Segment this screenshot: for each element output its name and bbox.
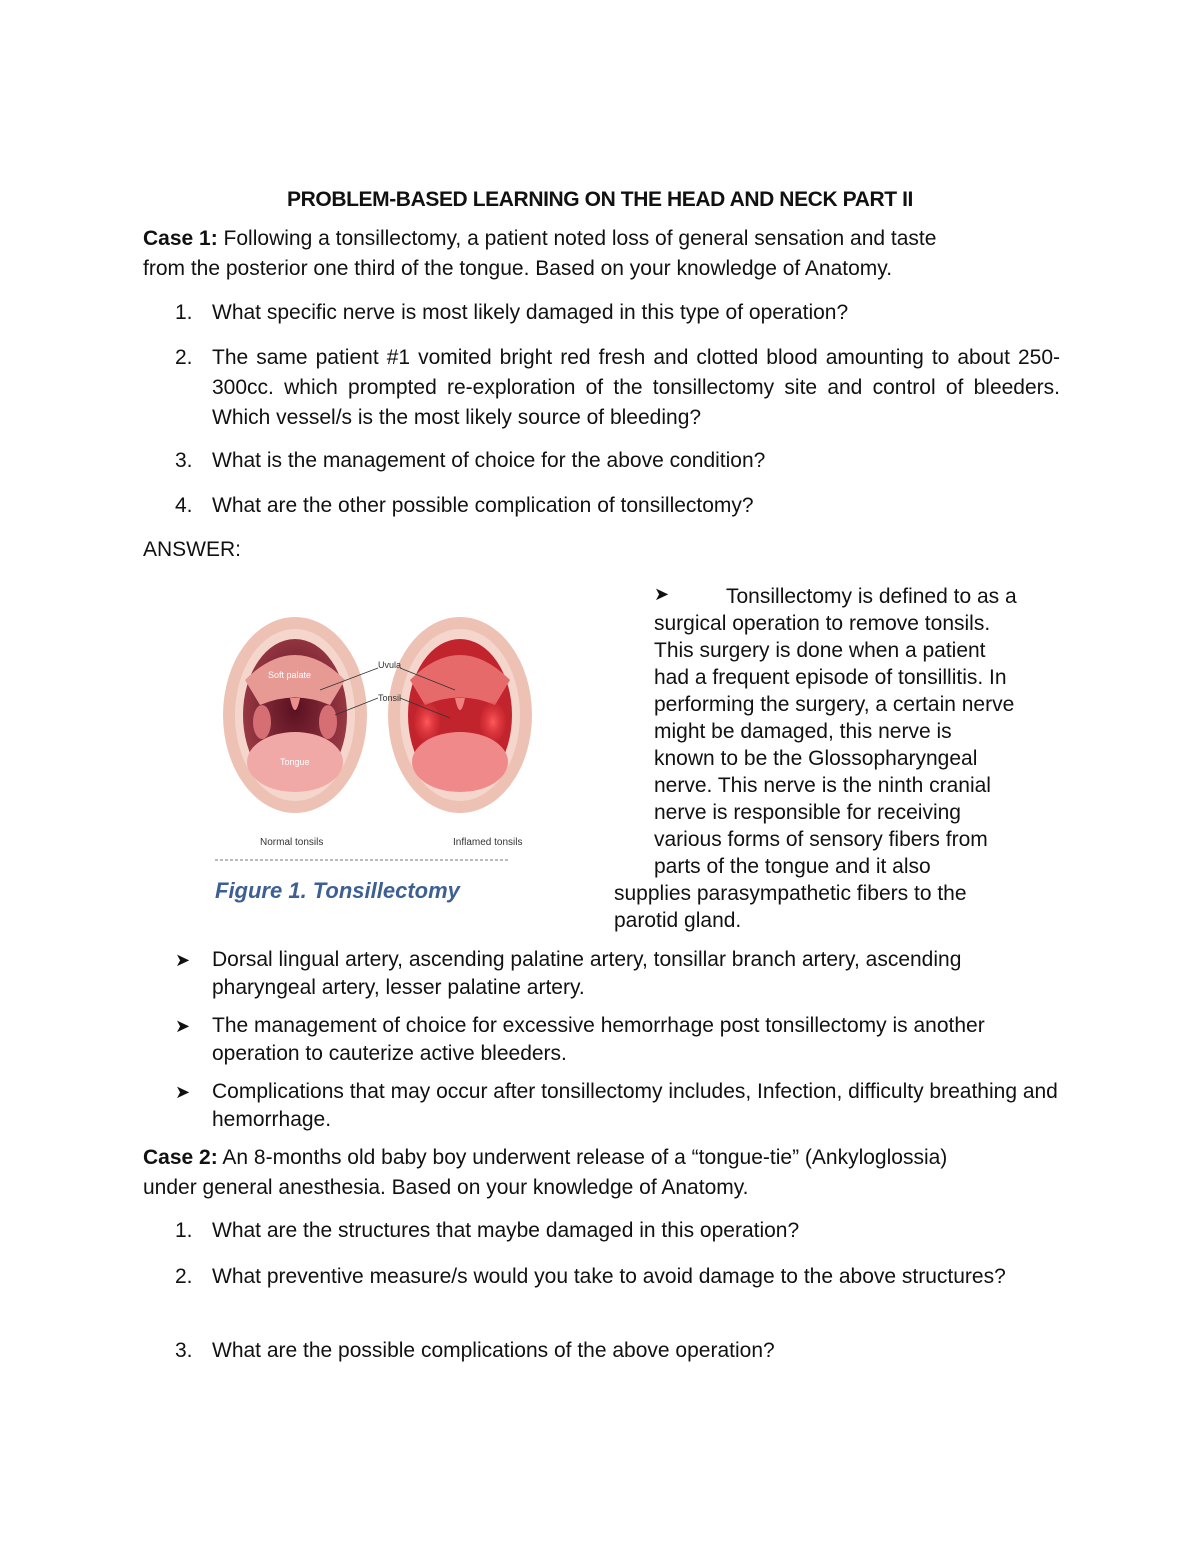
- figure-caption: Figure 1. Tonsillectomy: [215, 878, 460, 903]
- answer1-line: This surgery is done when a patient: [654, 639, 986, 662]
- question-text: What specific nerve is most likely damaged in this type of operation?: [212, 301, 849, 324]
- answer1-line: known to be the Glossopharyngeal: [654, 747, 978, 770]
- question-text: What are the structures that maybe damaged in this operation?: [212, 1219, 800, 1242]
- arrow-bullet-icon: ➤: [654, 584, 670, 604]
- question-number: 2.: [175, 1265, 193, 1288]
- tongue-label: Tongue: [280, 757, 310, 767]
- question-number: 3.: [175, 449, 193, 472]
- question-number: 1.: [175, 301, 193, 324]
- tonsillectomy-figure: [210, 610, 545, 865]
- answer1-text: [654, 583, 1064, 880]
- question-text: What preventive measure/s would you take to avoid damage to the above structures?: [212, 1265, 1006, 1288]
- question-number: 3.: [175, 1339, 193, 1362]
- question-text: What are the possible complications of the above operation?: [212, 1339, 775, 1362]
- case1-question: [175, 491, 1060, 521]
- case2-question: [175, 1262, 1060, 1292]
- answer1-text-continued: [614, 880, 1064, 934]
- answer-text: Complications that may occur after tonsillectomy includes, Infection, difficulty breathing and hemorrhage.: [212, 1080, 1058, 1131]
- answer1-line: might be damaged, this nerve is: [654, 720, 952, 743]
- answer-item: [175, 946, 1060, 1002]
- answer1-line: parts of the tongue and it also: [654, 855, 931, 878]
- inflamed-mouth-illustration: [388, 617, 532, 813]
- case2-question: [175, 1216, 1060, 1246]
- question-text: What is the management of choice for the above condition?: [212, 449, 766, 472]
- case1-line1: Following a tonsillectomy, a patient noted loss of general sensation and taste: [217, 227, 937, 250]
- question-number: 4.: [175, 494, 193, 517]
- answer1-line: Tonsillectomy is defined to as a: [726, 585, 1017, 608]
- case1-question: [175, 446, 1060, 476]
- soft-palate-label: Soft palate: [268, 670, 312, 680]
- arrow-bullet-icon: ➤: [175, 1082, 191, 1102]
- normal-mouth-illustration: [223, 617, 367, 813]
- case1-question: [175, 343, 1060, 433]
- answer1-line: surgical operation to remove tonsils.: [654, 612, 991, 635]
- answer1-line: various forms of sensory fibers from: [654, 828, 988, 851]
- case2-line2: under general anesthesia. Based on your knowledge of Anatomy.: [143, 1176, 749, 1199]
- question-number: 2.: [175, 346, 193, 369]
- normal-tonsils-label: Normal tonsils: [260, 837, 324, 848]
- answer1-line: had a frequent episode of tonsillitis. In: [654, 666, 1007, 689]
- tonsil-label: Tonsil: [378, 693, 402, 703]
- answer1-line: nerve is responsible for receiving: [654, 801, 961, 824]
- answer-text: The management of choice for excessive hemorrhage post tonsillectomy is another operation to cauterize active bleeders.: [212, 1014, 985, 1065]
- case1-intro: [143, 224, 1060, 284]
- answer-item: [175, 1012, 1060, 1068]
- answer-text: Dorsal lingual artery, ascending palatine artery, tonsillar branch artery, ascending pharyngeal artery, lesser palatine artery.: [212, 948, 962, 999]
- uvula-label: Uvula: [378, 660, 402, 670]
- answer-label: ANSWER:: [143, 538, 242, 561]
- answer-item: [175, 1078, 1060, 1134]
- case1-question: [175, 298, 1060, 328]
- inflamed-tonsils-label: Inflamed tonsils: [453, 837, 523, 848]
- arrow-bullet-icon: ➤: [175, 1016, 191, 1036]
- case1-line2: from the posterior one third of the tongue. Based on your knowledge of Anatomy.: [143, 257, 893, 280]
- case2-intro: [143, 1143, 1060, 1203]
- question-number: 1.: [175, 1219, 193, 1242]
- answer1-line: parotid gland.: [614, 909, 742, 932]
- case2-line1: An 8-months old baby boy underwent release of a “tongue-tie” (Ankyloglossia): [217, 1146, 948, 1169]
- case1-label: Case 1:: [143, 227, 218, 250]
- case2-question: [175, 1336, 1060, 1366]
- answer1-line: performing the surgery, a certain nerve: [654, 693, 1015, 716]
- answer1-line: supplies parasympathetic fibers to the: [614, 882, 967, 905]
- question-text: What are the other possible complication of tonsillectomy?: [212, 494, 754, 517]
- question-text: The same patient #1 vomited bright red fresh and clotted blood amounting to about 250- 300cc. which prompted re-exploration of the tonsillectomy site and control of bleeders. Which vessel/s is the most likely source of bleeding?: [212, 346, 1060, 429]
- case2-label: Case 2:: [143, 1146, 218, 1169]
- answer1-line: nerve. This nerve is the ninth cranial: [654, 774, 991, 797]
- page-title: PROBLEM-BASED LEARNING ON THE HEAD AND NECK PART II: [287, 188, 913, 211]
- arrow-bullet-icon: ➤: [175, 950, 191, 970]
